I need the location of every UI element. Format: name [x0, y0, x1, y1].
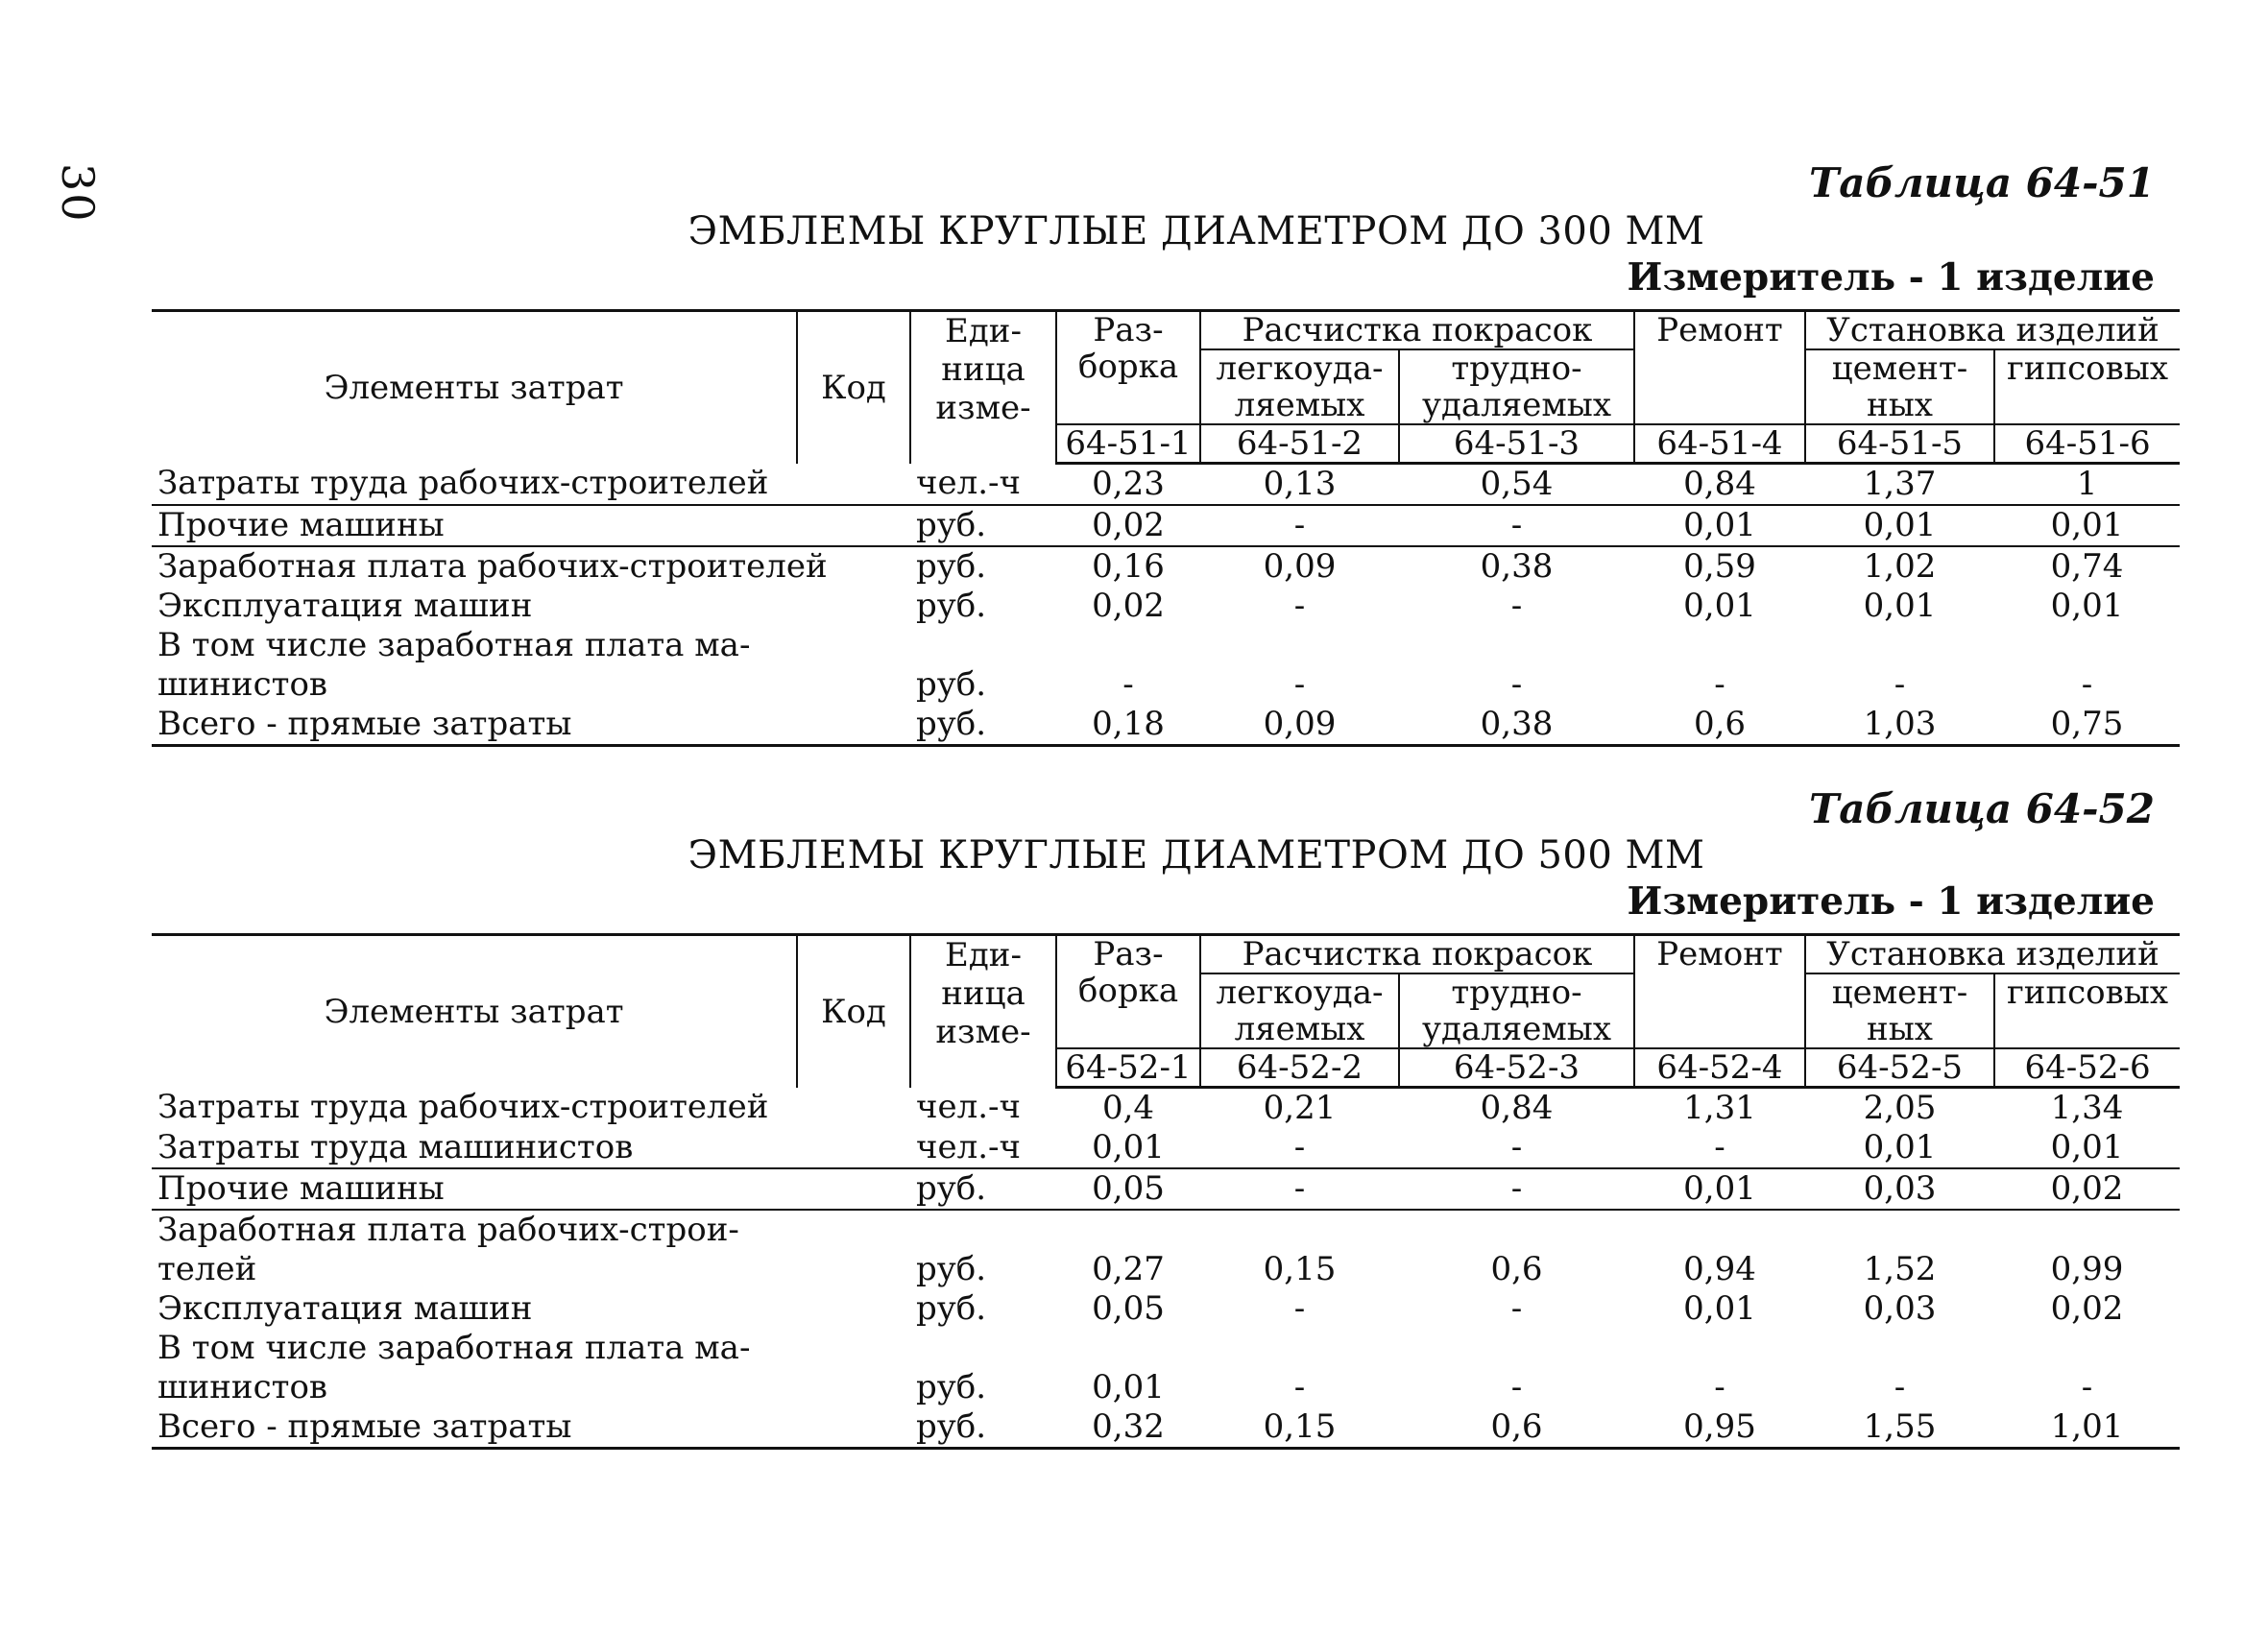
code-cell: 64-51-3: [1399, 424, 1634, 464]
header-cement: цемент- ных: [1805, 973, 1994, 1048]
header-gips: гипсовых: [2006, 973, 2169, 1012]
code-cell: 64-51-2: [1200, 424, 1399, 464]
row-unit: руб.: [910, 505, 1056, 546]
table-row: [152, 1289, 2180, 1329]
header-legko: легкоуда- ляемых: [1200, 349, 1399, 424]
row-value: 0,95: [1634, 1407, 1805, 1449]
row-value: 0,74: [2050, 547, 2124, 586]
table-number: Таблица 64-52: [1809, 785, 2155, 832]
table-number: Таблица 64-51: [1809, 159, 2155, 206]
header-code: Код: [797, 935, 910, 1088]
row-value: 0,75: [1994, 705, 2180, 746]
header-raschistka: Расчистка покрасок: [1200, 935, 1634, 974]
table-title: ЭМБЛЕМЫ КРУГЛЫЕ ДИАМЕТРОМ ДО 500 ММ: [688, 833, 1705, 877]
header-ustanovka: Установка изделий: [1805, 935, 2180, 974]
row-value: -: [1399, 1168, 1634, 1210]
row-value: 0,4: [1101, 1089, 1155, 1127]
table-row: [152, 1407, 2180, 1449]
row-value: 0,27: [1092, 1250, 1165, 1288]
row-name: Всего - прямые затраты: [152, 705, 910, 746]
row-value: 1,52: [1863, 1250, 1937, 1288]
header-razborka: Раз- борка: [1056, 935, 1200, 1049]
row-value: 2,05: [1863, 1089, 1937, 1127]
row-value: 0,38: [1480, 547, 1554, 586]
code-cell: 64-52-3: [1399, 1048, 1634, 1088]
table-row: [152, 1210, 2180, 1250]
header-unit: Еди- ница изме-: [910, 311, 1056, 464]
row-name: Эксплуатация машин: [157, 1289, 533, 1328]
row-value: 0,6: [1399, 1407, 1634, 1449]
row-value: -: [1510, 665, 1523, 704]
row-value: 0,01: [1994, 505, 2180, 546]
row-value: 0,18: [1056, 705, 1200, 746]
code-cell: 64-51-5: [1805, 424, 1994, 464]
row-value: 0,38: [1399, 705, 1634, 746]
code-cell: 64-51-4: [1634, 424, 1805, 464]
row-value: -: [1122, 665, 1134, 704]
table-row: [152, 587, 2180, 626]
cost-table: [152, 933, 2180, 1450]
row-value: 0,01: [1634, 1168, 1805, 1210]
table-row: [152, 546, 2180, 587]
header-elements: Элементы затрат: [152, 935, 797, 1088]
header-razborka: Раз- борка: [1056, 311, 1200, 425]
table-row: [152, 1250, 2180, 1289]
row-value: 0,01: [1092, 1368, 1165, 1406]
row-value: 0,03: [1863, 1289, 1937, 1328]
table-row: [152, 705, 2180, 746]
row-value: -: [1510, 1289, 1523, 1328]
row-name: Заработная плата рабочих-строи-: [157, 1211, 739, 1249]
row-unit: руб.: [916, 1289, 987, 1328]
row-name: Всего - прямые затраты: [152, 1407, 910, 1449]
row-value: -: [1200, 1168, 1399, 1210]
row-name-cont: телей: [157, 1250, 257, 1288]
header-raschistka: Расчистка покрасок: [1200, 311, 1634, 350]
header-code: Код: [797, 311, 910, 464]
row-value: 0,01: [1683, 587, 1756, 625]
row-value: 1,31: [1683, 1089, 1756, 1127]
row-value: 0,01: [1683, 1289, 1756, 1328]
code-cell: 64-52-5: [1805, 1048, 1994, 1088]
row-value: -: [1510, 1368, 1523, 1406]
row-unit: чел.-ч: [910, 464, 1056, 506]
row-value: -: [1714, 665, 1725, 704]
table-row: [152, 626, 2180, 665]
row-value: 0,03: [1805, 1168, 1994, 1210]
row-value: -: [1200, 505, 1399, 546]
row-value: 0,01: [1634, 505, 1805, 546]
row-name: Затраты труда машинистов: [152, 1128, 910, 1168]
header-cement: цемент- ных: [1805, 349, 1994, 424]
row-unit: руб.: [910, 705, 1056, 746]
header-remont: Ремонт: [1634, 311, 1805, 425]
row-value: 0,23: [1056, 464, 1200, 506]
row-name: Прочие машины: [152, 505, 910, 546]
header-trudno: трудно- удаляемых: [1399, 349, 1634, 424]
row-value: -: [1293, 1289, 1306, 1328]
header-legko: легкоуда- ляемых: [1200, 973, 1399, 1048]
table-row: [152, 1088, 2180, 1129]
row-value: 1,34: [2050, 1089, 2124, 1127]
row-unit: чел.-ч: [916, 1088, 1021, 1127]
header-trudno: трудно- удаляемых: [1399, 973, 1634, 1048]
row-unit: руб.: [916, 1250, 987, 1288]
row-value: 0,59: [1683, 547, 1756, 586]
table-row: [152, 464, 2180, 506]
row-unit: руб.: [910, 1168, 1056, 1210]
page-number: 30: [52, 163, 104, 224]
code-cell: 64-51-1: [1056, 424, 1200, 464]
row-value: 0,02: [1994, 1168, 2180, 1210]
row-value: 0,05: [1092, 1289, 1165, 1328]
row-value: 1,02: [1863, 547, 1937, 586]
row-value: 0,02: [1056, 505, 1200, 546]
row-name-cont: шинистов: [157, 665, 328, 704]
code-cell: 64-52-1: [1056, 1048, 1200, 1088]
table-row: [152, 1168, 2180, 1210]
row-name: В том числе заработная плата ма-: [157, 626, 751, 664]
row-value: -: [1200, 1128, 1399, 1168]
code-cell: 64-51-6: [1994, 424, 2180, 464]
row-value: 0,09: [1263, 547, 1337, 586]
row-value: 1,55: [1805, 1407, 1994, 1449]
row-value: -: [1399, 505, 1634, 546]
table-row: [152, 1128, 2180, 1168]
code-cell: 64-52-6: [1994, 1048, 2180, 1088]
row-unit: руб.: [916, 665, 987, 704]
row-value: 0,15: [1263, 1250, 1337, 1288]
row-value: -: [1510, 587, 1523, 625]
row-name-cont: шинистов: [157, 1368, 328, 1406]
row-name: Затраты труда рабочих-строителей: [152, 464, 910, 506]
row-value: 1,01: [1994, 1407, 2180, 1449]
row-value: 0,01: [1805, 1128, 1994, 1168]
row-value: -: [1894, 665, 1906, 704]
table-row: [152, 1368, 2180, 1407]
row-value: -: [2081, 665, 2093, 704]
measure-unit: Измеритель - 1 изделие: [1627, 255, 2155, 300]
row-value: 0,94: [1683, 1250, 1756, 1288]
row-value: -: [1894, 1368, 1906, 1406]
row-value: -: [1293, 1368, 1306, 1406]
row-value: 0,84: [1480, 1089, 1554, 1127]
table-row: [152, 1329, 2180, 1368]
row-unit: руб.: [910, 1407, 1056, 1449]
measure-unit: Измеритель - 1 изделие: [1627, 879, 2155, 924]
header-remont: Ремонт: [1634, 935, 1805, 1049]
table-row: [152, 665, 2180, 705]
table-row: [152, 505, 2180, 546]
row-value: 0,02: [1092, 587, 1165, 625]
row-value: -: [1634, 1128, 1805, 1168]
row-name: Заработная плата рабочих-строителей: [157, 547, 828, 586]
row-name: В том числе заработная плата ма-: [157, 1329, 751, 1367]
row-unit: руб.: [916, 587, 987, 625]
row-name: Затраты труда рабочих-строителей: [157, 1088, 769, 1127]
header-unit: Еди- ница изме-: [910, 935, 1056, 1088]
row-value: -: [1293, 587, 1306, 625]
row-value: 0,01: [1994, 1128, 2180, 1168]
row-value: 1,37: [1805, 464, 1994, 506]
row-value: -: [1293, 665, 1306, 704]
row-value: -: [1714, 1368, 1725, 1406]
row-value: 1,03: [1805, 705, 1994, 746]
row-value: -: [1399, 1128, 1634, 1168]
row-value: 0,05: [1056, 1168, 1200, 1210]
row-value: 0,99: [2050, 1250, 2124, 1288]
row-value: 0,01: [2050, 587, 2124, 625]
row-value: 0,01: [1805, 505, 1994, 546]
row-value: 0,02: [2050, 1289, 2124, 1328]
row-value: 0,84: [1634, 464, 1805, 506]
row-unit: руб.: [916, 547, 987, 586]
row-value: 0,54: [1399, 464, 1634, 506]
row-name: Прочие машины: [152, 1168, 910, 1210]
row-value: 1: [1994, 464, 2180, 506]
row-value: 0,6: [1490, 1250, 1543, 1288]
row-value: 0,01: [1863, 587, 1937, 625]
table-title: ЭМБЛЕМЫ КРУГЛЫЕ ДИАМЕТРОМ ДО 300 ММ: [688, 209, 1705, 253]
cost-table: [152, 309, 2180, 747]
row-unit: чел.-ч: [910, 1128, 1056, 1168]
row-name: Эксплуатация машин: [157, 587, 533, 625]
row-value: -: [2081, 1368, 2093, 1406]
row-value: 0,15: [1200, 1407, 1399, 1449]
row-value: 0,21: [1263, 1089, 1337, 1127]
header-gips: гипсовых: [2006, 349, 2169, 388]
row-value: 0,6: [1634, 705, 1805, 746]
code-cell: 64-52-2: [1200, 1048, 1399, 1088]
row-value: 0,13: [1200, 464, 1399, 506]
row-value: 0,16: [1092, 547, 1165, 586]
row-unit: руб.: [916, 1368, 987, 1406]
header-ustanovka: Установка изделий: [1805, 311, 2180, 350]
header-elements: Элементы затрат: [152, 311, 797, 464]
code-cell: 64-52-4: [1634, 1048, 1805, 1088]
row-value: 0,32: [1056, 1407, 1200, 1449]
row-value: 0,01: [1056, 1128, 1200, 1168]
row-value: 0,09: [1200, 705, 1399, 746]
